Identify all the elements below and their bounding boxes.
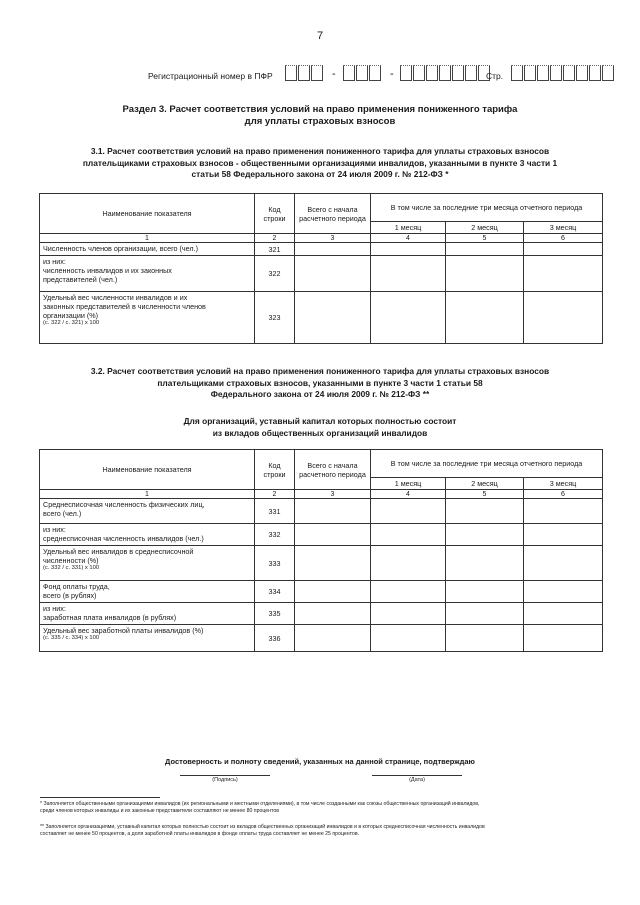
table-row <box>40 499 603 524</box>
footnote-1: * Заполняется общественными организациями инвалидов (их региональными и местными отделениями), в том числе созданными как союзы общественных организаций инвалидов, среди членов которых инвалиды и их законные представители составляют не менее 80 процентов <box>40 801 480 814</box>
input-cell[interactable] <box>524 546 603 581</box>
registration-cells-group3[interactable] <box>400 65 491 82</box>
table-row <box>40 524 603 546</box>
input-cell[interactable] <box>446 625 524 652</box>
input-cell[interactable] <box>524 603 603 625</box>
input-cell[interactable] <box>524 625 603 652</box>
col-header-month1: 1 месяц <box>371 478 446 490</box>
row-code: 321 <box>255 243 295 256</box>
signature-statement: Достоверность и полноту сведений, указанных на данной странице, подтверждаю <box>165 757 475 766</box>
col-header-last-three-months: В том числе за последние три месяца отчетного периода <box>371 450 603 478</box>
row-code: 322 <box>255 256 295 292</box>
input-cell[interactable] <box>524 243 603 256</box>
footnote-divider <box>40 797 160 798</box>
row-code: 332 <box>255 524 295 546</box>
table-row <box>40 581 603 603</box>
input-cell[interactable] <box>371 603 446 625</box>
input-cell[interactable] <box>371 499 446 524</box>
input-cell[interactable] <box>371 243 446 256</box>
row-label: Фонд оплаты труда, всего (в рублях) <box>40 581 255 603</box>
input-cell[interactable] <box>371 256 446 292</box>
row-label: Удельный вес численности инвалидов и их законных представителей в численности членов организации (%) (с. 322 / с. 321) х 100 <box>40 292 255 344</box>
col-index: 2 <box>255 234 295 243</box>
input-cell[interactable] <box>295 243 371 256</box>
row-label: из них: численность инвалидов и их законных представителей (чел.) <box>40 256 255 292</box>
input-cell[interactable] <box>446 243 524 256</box>
col-index: 1 <box>40 234 255 243</box>
col-index: 5 <box>446 234 524 243</box>
input-cell[interactable] <box>295 625 371 652</box>
row-label: из них: среднесписочная численность инвалидов (чел.) <box>40 524 255 546</box>
row-label: Удельный вес заработной платы инвалидов (%) (с. 335 / с. 334) х 100 <box>40 625 255 652</box>
input-cell[interactable] <box>524 581 603 603</box>
input-cell[interactable] <box>371 625 446 652</box>
input-cell[interactable] <box>295 292 371 344</box>
date-field[interactable] <box>372 775 462 776</box>
col-index: 6 <box>524 490 603 499</box>
row-code: 336 <box>255 625 295 652</box>
section-title: Раздел 3. Расчет соответствия условий на право применения пониженного тарифа для уплаты страховых взносов <box>122 104 518 127</box>
signature-caption: (Подпись) <box>212 777 238 783</box>
date-caption: (Дата) <box>409 777 425 783</box>
registration-number-label: Регистрационный номер в ПФР <box>148 71 273 81</box>
col-index: 1 <box>40 490 255 499</box>
row-code: 323 <box>255 292 295 344</box>
table-row <box>40 243 603 256</box>
page-number-cells[interactable] <box>511 65 615 82</box>
input-cell[interactable] <box>295 546 371 581</box>
footnote-2: ** Заполняется организациями, уставный капитал которых полностью состоит из вкладов общественных организаций инвалидов и в которых среднесписочная численность инвалидов составляет не менее 50 процентов, а доля заработной платы инвалидов в фонде оплаты труда составляет не менее 25 процентов. <box>40 824 485 837</box>
col-index: 3 <box>295 234 371 243</box>
input-cell[interactable] <box>446 581 524 603</box>
table-row <box>40 603 603 625</box>
input-cell[interactable] <box>295 524 371 546</box>
col-header-total: Всего с начала расчетного периода <box>295 194 371 234</box>
row-label: Среднесписочная численность физических лиц, всего (чел.) <box>40 499 255 524</box>
input-cell[interactable] <box>524 292 603 344</box>
col-index: 5 <box>446 490 524 499</box>
col-header-month2: 2 месяц <box>446 222 524 234</box>
input-cell[interactable] <box>295 603 371 625</box>
table-3-1 <box>39 193 603 344</box>
col-index: 3 <box>295 490 371 499</box>
input-cell[interactable] <box>446 256 524 292</box>
row-label: Численность членов организации, всего (чел.) <box>40 243 255 256</box>
input-cell[interactable] <box>524 524 603 546</box>
col-index: 4 <box>371 490 446 499</box>
input-cell[interactable] <box>446 603 524 625</box>
input-cell[interactable] <box>295 256 371 292</box>
registration-separator: - <box>332 68 336 80</box>
table-row <box>40 256 603 292</box>
col-header-name: Наименование показателя <box>40 450 255 490</box>
input-cell[interactable] <box>371 546 446 581</box>
registration-cells-group2[interactable] <box>343 65 382 82</box>
registration-cells-group1[interactable] <box>285 65 324 82</box>
table-row <box>40 546 603 581</box>
row-code: 334 <box>255 581 295 603</box>
col-header-month3: 3 месяц <box>524 478 603 490</box>
page-label: Стр. <box>486 71 504 81</box>
input-cell[interactable] <box>295 499 371 524</box>
col-header-month3: 3 месяц <box>524 222 603 234</box>
row-label: Удельный вес инвалидов в среднесписочной численности (%) (с. 332 / с. 331) х 100 <box>40 546 255 581</box>
col-index: 6 <box>524 234 603 243</box>
row-code: 333 <box>255 546 295 581</box>
col-index: 4 <box>371 234 446 243</box>
input-cell[interactable] <box>524 256 603 292</box>
input-cell[interactable] <box>446 499 524 524</box>
input-cell[interactable] <box>446 524 524 546</box>
table-3-2 <box>39 449 603 652</box>
table-row <box>40 292 603 344</box>
col-header-month2: 2 месяц <box>446 478 524 490</box>
subsection-3-1-title: 3.1. Расчет соответствия условий на право применения пониженного тарифа для уплаты страховых взносов плательщиками страховых взносов - общественными организациями инвалидов, указанными в пункте 3 части 1 статьи 58 Федерального закона от 24 июля 2009 г. № 212-ФЗ * <box>82 146 558 179</box>
page-number: 7 <box>316 30 324 42</box>
col-header-total: Всего с начала расчетного периода <box>295 450 371 490</box>
row-label: из них: заработная плата инвалидов (в рублях) <box>40 603 255 625</box>
row-code: 331 <box>255 499 295 524</box>
table-row <box>40 625 603 652</box>
input-cell[interactable] <box>371 581 446 603</box>
col-header-month1: 1 месяц <box>371 222 446 234</box>
col-header-name: Наименование показателя <box>40 194 255 234</box>
row-code: 335 <box>255 603 295 625</box>
col-header-last-three-months: В том числе за последние три месяца отчетного периода <box>371 194 603 222</box>
col-index: 2 <box>255 490 295 499</box>
subsection-3-2-title: 3.2. Расчет соответствия условий на право применения пониженного тарифа для уплаты страховых взносов плательщиками страховых взносов, указанными в пункте 3 части 1 статьи 58 Федерального закона от 24 июля 2009 г. № 212-ФЗ ** <box>90 366 550 399</box>
col-header-code: Код строки <box>255 194 295 234</box>
col-header-code: Код строки <box>255 450 295 490</box>
input-cell[interactable] <box>446 546 524 581</box>
signature-field[interactable] <box>180 775 270 776</box>
subsection-3-2-org-title: Для организаций, уставный капитал которых полностью состоит из вкладов общественных организаций инвалидов <box>183 416 457 438</box>
input-cell[interactable] <box>295 581 371 603</box>
input-cell[interactable] <box>446 292 524 344</box>
input-cell[interactable] <box>524 499 603 524</box>
input-cell[interactable] <box>371 524 446 546</box>
registration-separator: - <box>390 68 394 80</box>
input-cell[interactable] <box>371 292 446 344</box>
